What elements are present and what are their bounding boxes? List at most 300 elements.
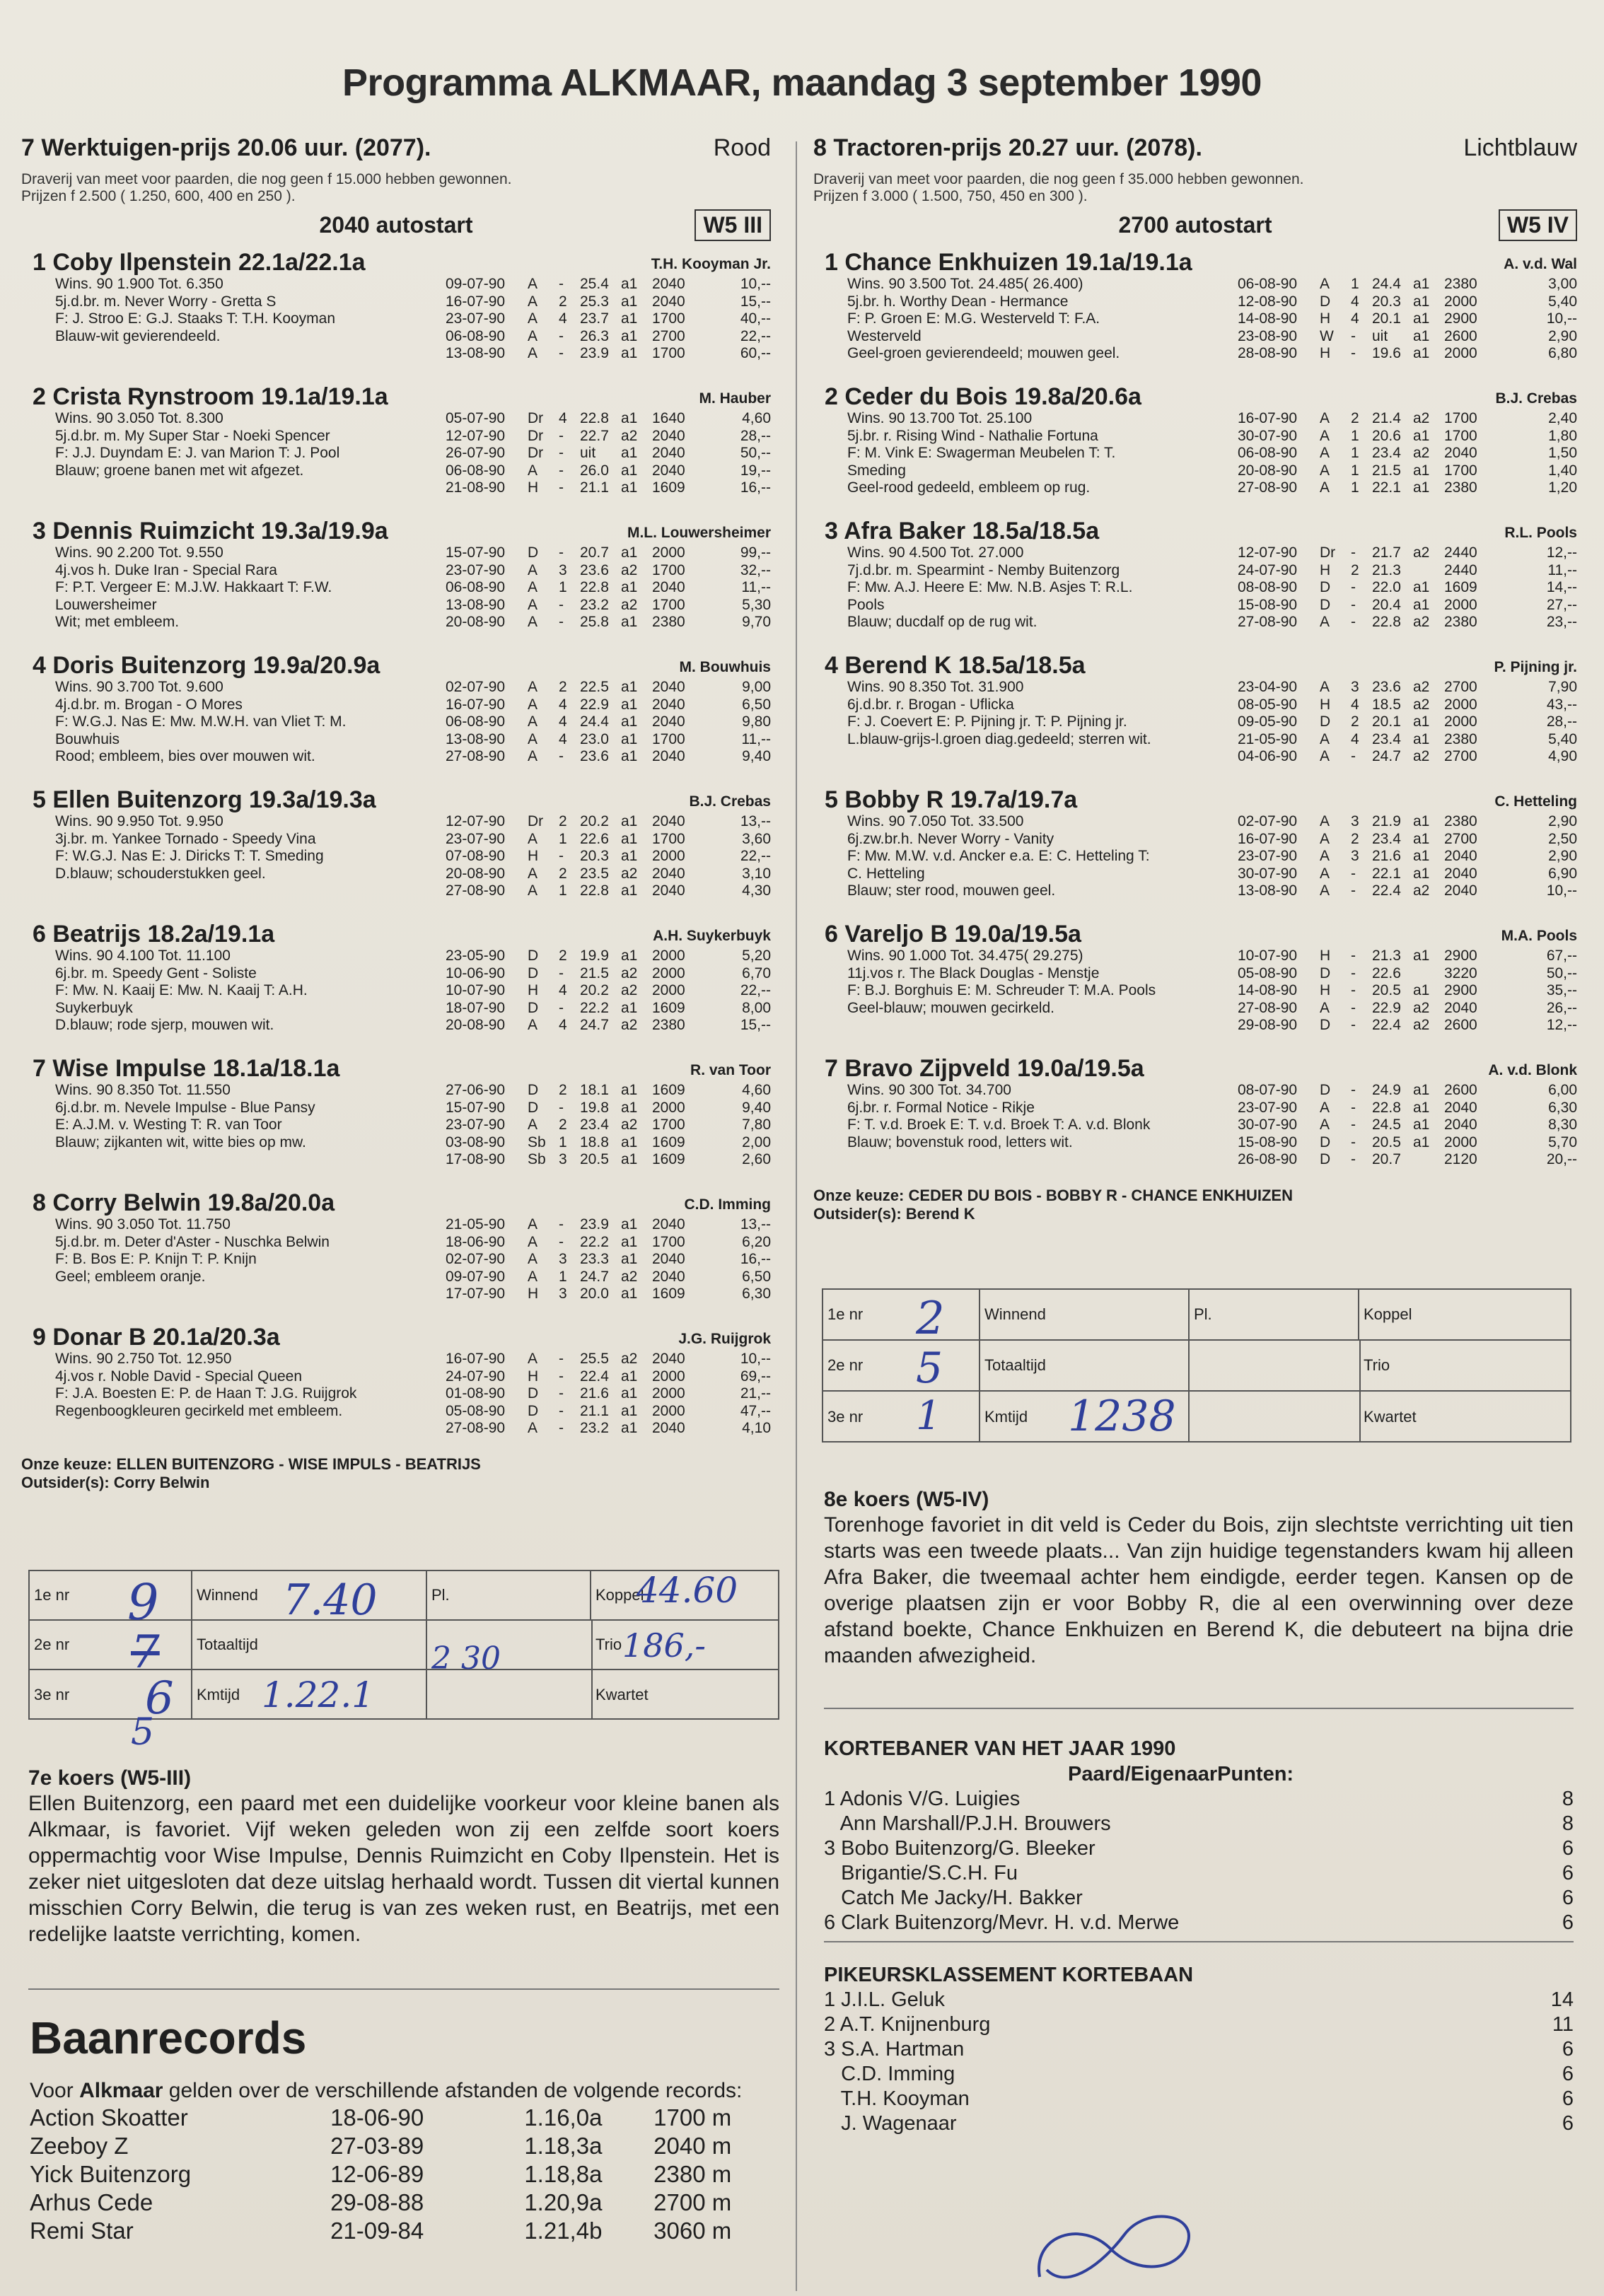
- horse-name: 5 Bobby R 19.7a/19.7a: [825, 786, 1078, 813]
- result-cell: 1700: [1444, 410, 1477, 426]
- horse-driver: M. Hauber: [699, 390, 771, 407]
- result-cell: 4: [1351, 730, 1359, 747]
- result-cell: A: [528, 696, 538, 713]
- result-cell: 2: [559, 948, 567, 964]
- horse-info: [55, 410, 423, 479]
- horse-info: [55, 1216, 423, 1286]
- result-cell: a2: [1413, 696, 1430, 713]
- result-cell: -: [1351, 982, 1356, 998]
- horse-info-line: F: W.G.J. Nas E: J. Diricks T: T. Smeding: [55, 848, 324, 864]
- result-cell: 29-08-90: [1238, 1017, 1298, 1033]
- result-cell: 2000: [652, 1099, 685, 1116]
- result-cell: 5,70: [1548, 1134, 1577, 1150]
- result-cell: 7,80: [742, 1117, 771, 1133]
- ranking-points: 11: [1552, 2013, 1574, 2036]
- result-cell: 13,--: [740, 813, 771, 829]
- result-cell: 2040: [1444, 882, 1477, 899]
- result-row: [446, 1216, 771, 1234]
- horse-info-line: 5j.d.br. m. Never Worry - Gretta S: [55, 293, 277, 310]
- record-cell: 2040 m: [653, 2133, 732, 2159]
- handwritten-winnend: 7.40: [283, 1575, 378, 1625]
- horse-info-line: Blauw; ducdalf op de rug wit.: [847, 614, 1038, 630]
- result-cell: 50,--: [740, 445, 771, 461]
- horse-driver: M.L. Louwersheimer: [627, 525, 771, 541]
- result-cell: 22.6: [1372, 965, 1401, 981]
- result-row: [1238, 748, 1577, 766]
- result-cell: H: [1320, 345, 1331, 361]
- result-cell: 3: [559, 561, 567, 578]
- result-cell: 2600: [1444, 1017, 1477, 1033]
- horse-info-line: Geel-rood gedeeld, embleem op rug.: [847, 479, 1091, 496]
- result-row: [446, 579, 771, 597]
- result-cell: 3: [1351, 679, 1359, 695]
- result-cell: 23-07-90: [446, 1117, 506, 1133]
- result-row: [446, 544, 771, 562]
- result-cell: H: [1320, 310, 1331, 327]
- horse-info-line: Blauw-wit gevierendeeld.: [55, 327, 221, 344]
- result-cell: a1: [1413, 462, 1430, 479]
- result-cell: 13-08-90: [1238, 882, 1298, 899]
- result-cell: 2000: [1444, 293, 1477, 310]
- result-cell: 60,--: [740, 345, 771, 361]
- result-cell: 12,--: [1546, 1017, 1577, 1033]
- horse-info-line: 4j.vos h. Duke Iran - Special Rara: [55, 561, 277, 578]
- result-cell: 2040: [652, 696, 685, 713]
- result-row: [446, 831, 771, 849]
- result-cell: Dr: [1320, 544, 1336, 561]
- horse-entry: [21, 380, 771, 515]
- ranking-item: [824, 1787, 1574, 1812]
- result-cell: 2040: [652, 445, 685, 461]
- result-cell: a1: [1413, 830, 1430, 847]
- result-cell: 05-07-90: [446, 410, 506, 426]
- horse-list: [813, 246, 1577, 1187]
- horse-driver: T.H. Kooyman Jr.: [651, 256, 771, 272]
- result-cell: 20-08-90: [1238, 462, 1298, 479]
- result-cell: 09-07-90: [446, 1268, 506, 1285]
- horse-driver: A.H. Suykerbuyk: [653, 928, 771, 944]
- horse-info-line: Wins. 90 4.100 Tot. 11.100: [55, 948, 231, 964]
- record-cell: 27-03-89: [330, 2133, 424, 2159]
- column-divider: [796, 141, 797, 2291]
- horse-info-line: Blauw; ster rood, mouwen geel.: [847, 882, 1056, 899]
- result-cell: 1609: [652, 999, 685, 1016]
- result-cell: 02-07-90: [446, 1251, 506, 1267]
- result-cell: -: [559, 479, 564, 496]
- result-cell: 9,40: [742, 748, 771, 764]
- result-cell: a1: [621, 579, 638, 595]
- result-label-kwartet: Kwartet: [595, 1686, 649, 1703]
- result-cell: A: [1320, 813, 1330, 829]
- result-cell: 5,30: [742, 596, 771, 613]
- result-cell: a1: [621, 1082, 638, 1098]
- result-cell: 4: [559, 1017, 567, 1033]
- result-cell: 1: [1351, 479, 1359, 496]
- result-cell: 1,40: [1548, 462, 1577, 479]
- result-cell: 2040: [652, 1216, 685, 1233]
- result-cell: 26-07-90: [446, 445, 506, 461]
- result-cell: 18-07-90: [446, 999, 506, 1016]
- result-cell: 23-08-90: [1238, 327, 1298, 344]
- result-row: [446, 1082, 771, 1100]
- result-cell: 20.1: [1372, 310, 1401, 327]
- result-cell: A: [1320, 882, 1330, 899]
- ranking-name: 1 Adonis V/G. Luigies: [824, 1788, 1021, 1810]
- result-cell: 20-08-90: [446, 865, 506, 882]
- result-cell: a2: [1413, 1017, 1430, 1033]
- result-cell: 2000: [652, 965, 685, 981]
- record-cell: Action Skoatter: [30, 2104, 188, 2131]
- result-row: [446, 731, 771, 749]
- result-cell: 27-06-90: [446, 1082, 506, 1098]
- result-cell: a1: [1413, 1082, 1430, 1098]
- result-cell: 11,--: [1547, 561, 1577, 578]
- horse-info: [55, 276, 423, 345]
- result-cell: 1,20: [1548, 479, 1577, 496]
- result-cell: 22.4: [580, 1368, 609, 1385]
- result-cell: 22.2: [580, 1233, 609, 1250]
- result-cell: 2040: [1444, 865, 1477, 882]
- result-label-totaaltijd: Totaaltijd: [980, 1341, 1190, 1390]
- ranking-points: 8: [1562, 1788, 1574, 1810]
- result-cell: A: [1320, 865, 1330, 882]
- result-row: [1238, 1000, 1577, 1018]
- result-row: [446, 410, 771, 428]
- result-cell: -: [1351, 1017, 1356, 1033]
- horse-info: [55, 1351, 423, 1420]
- result-cell: a2: [1413, 445, 1430, 461]
- result-cell: -: [559, 1420, 564, 1436]
- result-cell: 2,00: [742, 1134, 771, 1150]
- horse-info-line: C. Hetteling: [847, 865, 925, 882]
- result-cell: 1609: [652, 1082, 685, 1098]
- horse-info-line: Wins. 90 3.050 Tot. 8.300: [55, 410, 223, 426]
- result-cell: 06-08-90: [1238, 276, 1298, 292]
- result-cell: 10-06-90: [446, 965, 506, 981]
- result-cell: A: [1320, 479, 1330, 496]
- result-cell: 2040: [1444, 999, 1477, 1016]
- result-cell: 21.5: [1372, 462, 1401, 479]
- result-cell: 21,--: [740, 1385, 771, 1402]
- horse-info: [55, 1082, 423, 1151]
- horse-info-line: 4j.vos r. Noble David - Special Queen: [55, 1368, 303, 1385]
- result-cell: 18.8: [580, 1134, 609, 1150]
- result-cell: D: [528, 1385, 539, 1402]
- result-cell: a1: [621, 1368, 638, 1385]
- horse-info-line: 7j.d.br. m. Spearmint - Nemby Buitenzorg: [847, 561, 1120, 578]
- horse-info-line: Geel-groen gevierendeeld; mouwen geel.: [847, 345, 1120, 361]
- result-cell: A: [528, 865, 538, 882]
- result-cell: 15-08-90: [1238, 1134, 1298, 1150]
- result-row: [446, 614, 771, 631]
- result-cell: 1: [559, 1268, 567, 1285]
- result-cell: a1: [621, 544, 638, 561]
- result-cell: -: [559, 1368, 564, 1385]
- horse-info-line: Wins. 90 7.050 Tot. 33.500: [847, 813, 1024, 829]
- horse-info-line: 3j.br. m. Yankee Tornado - Speedy Vina: [55, 830, 316, 847]
- result-cell: 22.8: [1372, 614, 1401, 630]
- result-row: [1238, 428, 1577, 445]
- record-row: [30, 2160, 783, 2189]
- result-cell: 18-06-90: [446, 1233, 506, 1250]
- result-cell: a2: [621, 427, 638, 444]
- horse-name: 8 Corry Belwin 19.8a/20.0a: [33, 1189, 335, 1216]
- result-cell: A: [1320, 848, 1330, 864]
- result-cell: 1609: [652, 1286, 685, 1302]
- result-cell: D: [1320, 713, 1331, 730]
- result-cell: 2: [559, 1082, 567, 1098]
- horse-results: [446, 1216, 771, 1303]
- result-cell: 1: [1351, 462, 1359, 479]
- result-cell: 06-08-90: [446, 327, 506, 344]
- result-cell: Dr: [528, 813, 544, 829]
- result-row: [1238, 276, 1577, 293]
- record-cell: 1.18,3a: [524, 2133, 603, 2159]
- result-row: [446, 1286, 771, 1303]
- ranking-name: 3 S.A. Hartman: [824, 2038, 965, 2061]
- record-cell: 1.18,8a: [524, 2161, 603, 2187]
- result-cell: 20-08-90: [446, 1017, 506, 1033]
- result-cell: D: [528, 544, 539, 561]
- result-label-1e: 1e nr: [823, 1290, 980, 1339]
- horse-info: [847, 410, 1215, 497]
- result-cell: 15,--: [740, 1017, 771, 1033]
- result-row: [446, 445, 771, 462]
- horse-results: [446, 1351, 771, 1438]
- horse-driver: C.D. Imming: [684, 1196, 771, 1213]
- result-cell: 08-07-90: [1238, 1082, 1298, 1098]
- result-cell: a1: [1413, 1099, 1430, 1116]
- horse-info-line: 5j.d.br. m. Deter d'Aster - Nuschka Belwin: [55, 1233, 330, 1250]
- result-cell: a1: [621, 999, 638, 1016]
- result-cell: A: [528, 276, 538, 292]
- result-cell: 24.4: [1372, 276, 1401, 292]
- result-cell: 2000: [1444, 696, 1477, 713]
- result-cell: -: [559, 1099, 564, 1116]
- race-prizes: Prijzen f 3.000 ( 1.500, 750, 450 en 300 ).: [813, 188, 1088, 204]
- result-cell: 2000: [652, 1368, 685, 1385]
- result-cell: a1: [621, 1233, 638, 1250]
- result-cell: 02-07-90: [1238, 813, 1298, 829]
- result-label-kmtijd: Kmtijd: [192, 1670, 427, 1720]
- result-cell: a1: [1413, 310, 1430, 327]
- result-cell: 2000: [652, 544, 685, 561]
- ranking-item: [824, 2062, 1574, 2087]
- result-cell: a2: [1413, 882, 1430, 899]
- result-cell: uit: [1372, 327, 1388, 344]
- result-cell: 2000: [1444, 1134, 1477, 1150]
- horse-driver: A. v.d. Wal: [1504, 256, 1577, 272]
- result-cell: 12-07-90: [1238, 544, 1298, 561]
- kortebaner-title: KORTEBANER VAN HET JAAR 1990: [824, 1737, 1176, 1760]
- horse-info-line: Geel; embleem oranje.: [55, 1268, 206, 1285]
- result-cell: A: [528, 462, 538, 479]
- horse-entry: [21, 649, 771, 783]
- result-cell: A: [528, 1251, 538, 1267]
- horse-info-line: Geel-blauw; mouwen gecirkeld.: [847, 999, 1054, 1016]
- result-cell: 28,--: [740, 427, 771, 444]
- result-label-pl: Pl.: [1190, 1290, 1359, 1339]
- result-cell: 11,--: [741, 730, 771, 747]
- result-row: [1238, 1117, 1577, 1134]
- result-label-winnend: Winnend: [980, 1290, 1190, 1339]
- result-cell: 13-08-90: [446, 596, 506, 613]
- record-row: [30, 2104, 783, 2132]
- result-cell: a1: [621, 479, 638, 496]
- result-cell: 1700: [652, 730, 685, 747]
- result-cell: A: [1320, 276, 1330, 292]
- result-cell: 4: [559, 310, 567, 327]
- result-cell: 25.3: [580, 293, 609, 310]
- result-cell: 2040: [1444, 445, 1477, 461]
- horse-driver: B.J. Crebas: [1495, 390, 1577, 407]
- result-cell: 2040: [652, 813, 685, 829]
- result-cell: a1: [621, 1151, 638, 1167]
- result-row: [1238, 1082, 1577, 1100]
- horse-info-line: F: P. Groen E: M.G. Westerveld T: F.A.: [847, 310, 1100, 327]
- result-cell: 1609: [652, 1151, 685, 1167]
- result-cell: a1: [1413, 276, 1430, 292]
- result-cell: -: [559, 276, 564, 292]
- result-row: [446, 597, 771, 614]
- horse-info-line: Wins. 90 8.350 Tot. 31.900: [847, 679, 1024, 695]
- result-cell: 2,90: [1548, 327, 1577, 344]
- ranking-name: Catch Me Jacky/H. Bakker: [824, 1887, 1083, 1909]
- result-cell: 22.8: [580, 410, 609, 426]
- result-cell: 2000: [1444, 596, 1477, 613]
- result-cell: 6,20: [742, 1233, 771, 1250]
- result-cell: 2: [1351, 410, 1359, 426]
- our-choice: Onze keuze: CEDER DU BOIS - BOBBY R - CHANCE ENKHUIZEN: [813, 1187, 1293, 1204]
- result-cell: 2,90: [1548, 813, 1577, 829]
- result-cell: 9,80: [742, 713, 771, 730]
- handwritten-number: 9: [127, 1573, 159, 1631]
- result-cell: 23-07-90: [1238, 1099, 1298, 1116]
- horse-name: 1 Chance Enkhuizen 19.1a/19.1a: [825, 249, 1192, 276]
- result-cell: 17-08-90: [446, 1151, 506, 1167]
- result-cell: 6,80: [1548, 345, 1577, 361]
- result-cell: 16,--: [740, 1251, 771, 1267]
- result-cell: A: [528, 1216, 538, 1233]
- horse-driver: C. Hetteling: [1494, 793, 1577, 810]
- handwritten-number: 6: [145, 1672, 174, 1725]
- horse-info-line: 6j.br. r. Formal Notice - Rikje: [847, 1099, 1035, 1116]
- result-cell: -: [1351, 1151, 1356, 1167]
- result-cell: 2040: [652, 713, 685, 730]
- horse-info-line: Wins. 90 8.350 Tot. 11.550: [55, 1082, 231, 1098]
- horse-entry: [813, 246, 1577, 380]
- result-cell: H: [528, 479, 539, 496]
- result-cell: 2040: [652, 462, 685, 479]
- result-cell: -: [559, 965, 564, 981]
- result-cell: Dr: [528, 410, 544, 426]
- result-row: [1238, 462, 1577, 480]
- result-cell: -: [559, 427, 564, 444]
- kortebaner-list: [824, 1787, 1574, 1935]
- result-cell: 2040: [652, 882, 685, 899]
- race-color: Rood: [713, 134, 771, 161]
- result-cell: 16-07-90: [446, 1351, 506, 1367]
- result-row: [1238, 479, 1577, 497]
- result-row: [446, 866, 771, 883]
- handwritten-number: 2: [916, 1293, 945, 1345]
- result-cell: A: [528, 748, 538, 764]
- result-cell: a1: [621, 310, 638, 327]
- result-row: [446, 328, 771, 346]
- result-cell: a2: [1413, 999, 1430, 1016]
- result-cell: Dr: [528, 445, 544, 461]
- result-cell: 22.1: [1372, 865, 1401, 882]
- result-cell: A: [528, 327, 538, 344]
- result-cell: 6,90: [1548, 865, 1577, 882]
- result-cell: 22.6: [580, 830, 609, 847]
- result-cell: 23.7: [580, 310, 609, 327]
- result-cell: a2: [621, 1351, 638, 1367]
- record-cell: 21-09-84: [330, 2218, 424, 2244]
- result-cell: 2380: [1444, 479, 1477, 496]
- result-row: [446, 1134, 771, 1152]
- horse-entry: [813, 1052, 1577, 1187]
- horse-results: [1238, 813, 1577, 900]
- result-cell: -: [559, 1233, 564, 1250]
- result-cell: 4: [559, 730, 567, 747]
- result-cell: 12-07-90: [446, 427, 506, 444]
- result-row: [1238, 1151, 1577, 1169]
- result-cell: a2: [1413, 544, 1430, 561]
- handwritten-trio: 186,-: [622, 1626, 706, 1665]
- result-cell: 22.0: [1372, 579, 1401, 595]
- result-cell: 3,60: [742, 830, 771, 847]
- handwritten-number: 5: [916, 1344, 943, 1393]
- horse-driver: J.G. Ruijgrok: [678, 1331, 771, 1347]
- horse-name: 7 Wise Impulse 18.1a/18.1a: [33, 1055, 340, 1082]
- result-cell: a1: [621, 293, 638, 310]
- result-cell: 2900: [1444, 310, 1477, 327]
- result-cell: 40,--: [740, 310, 771, 327]
- result-cell: -: [1351, 614, 1356, 630]
- result-cell: 21.6: [1372, 848, 1401, 864]
- result-cell: 24.5: [1372, 1117, 1401, 1133]
- horse-info: [55, 948, 423, 1035]
- record-cell: 2380 m: [653, 2161, 732, 2187]
- handwritten-pl: 2 30: [431, 1641, 501, 1677]
- result-cell: 2: [559, 865, 567, 882]
- result-cell: A: [1320, 462, 1330, 479]
- result-cell: 22.4: [1372, 882, 1401, 899]
- result-cell: a1: [1413, 293, 1430, 310]
- horse-entry: [813, 783, 1577, 918]
- result-cell: 06-08-90: [446, 579, 506, 595]
- result-cell: 04-06-90: [1238, 748, 1298, 764]
- result-label-2e: 2e nr: [823, 1341, 980, 1390]
- result-cell: 15-07-90: [446, 544, 506, 561]
- result-cell: 3: [559, 1251, 567, 1267]
- result-cell: 27-08-90: [1238, 999, 1298, 1016]
- result-cell: A: [1320, 748, 1330, 764]
- result-row: [1238, 831, 1577, 849]
- result-cell: 21.7: [1372, 544, 1401, 561]
- result-cell: 27,--: [1546, 596, 1577, 613]
- result-cell: 14-08-90: [1238, 982, 1298, 998]
- ranking-points: 6: [1562, 2038, 1574, 2061]
- result-cell: 23.6: [1372, 679, 1401, 695]
- result-row: [1238, 614, 1577, 631]
- result-cell: 03-08-90: [446, 1134, 506, 1150]
- result-row: [446, 479, 771, 497]
- horse-info-line: Regenboogkleuren gecirkeld met embleem.: [55, 1402, 343, 1419]
- result-cell: A: [528, 1351, 538, 1367]
- result-cell: [1413, 562, 1444, 580]
